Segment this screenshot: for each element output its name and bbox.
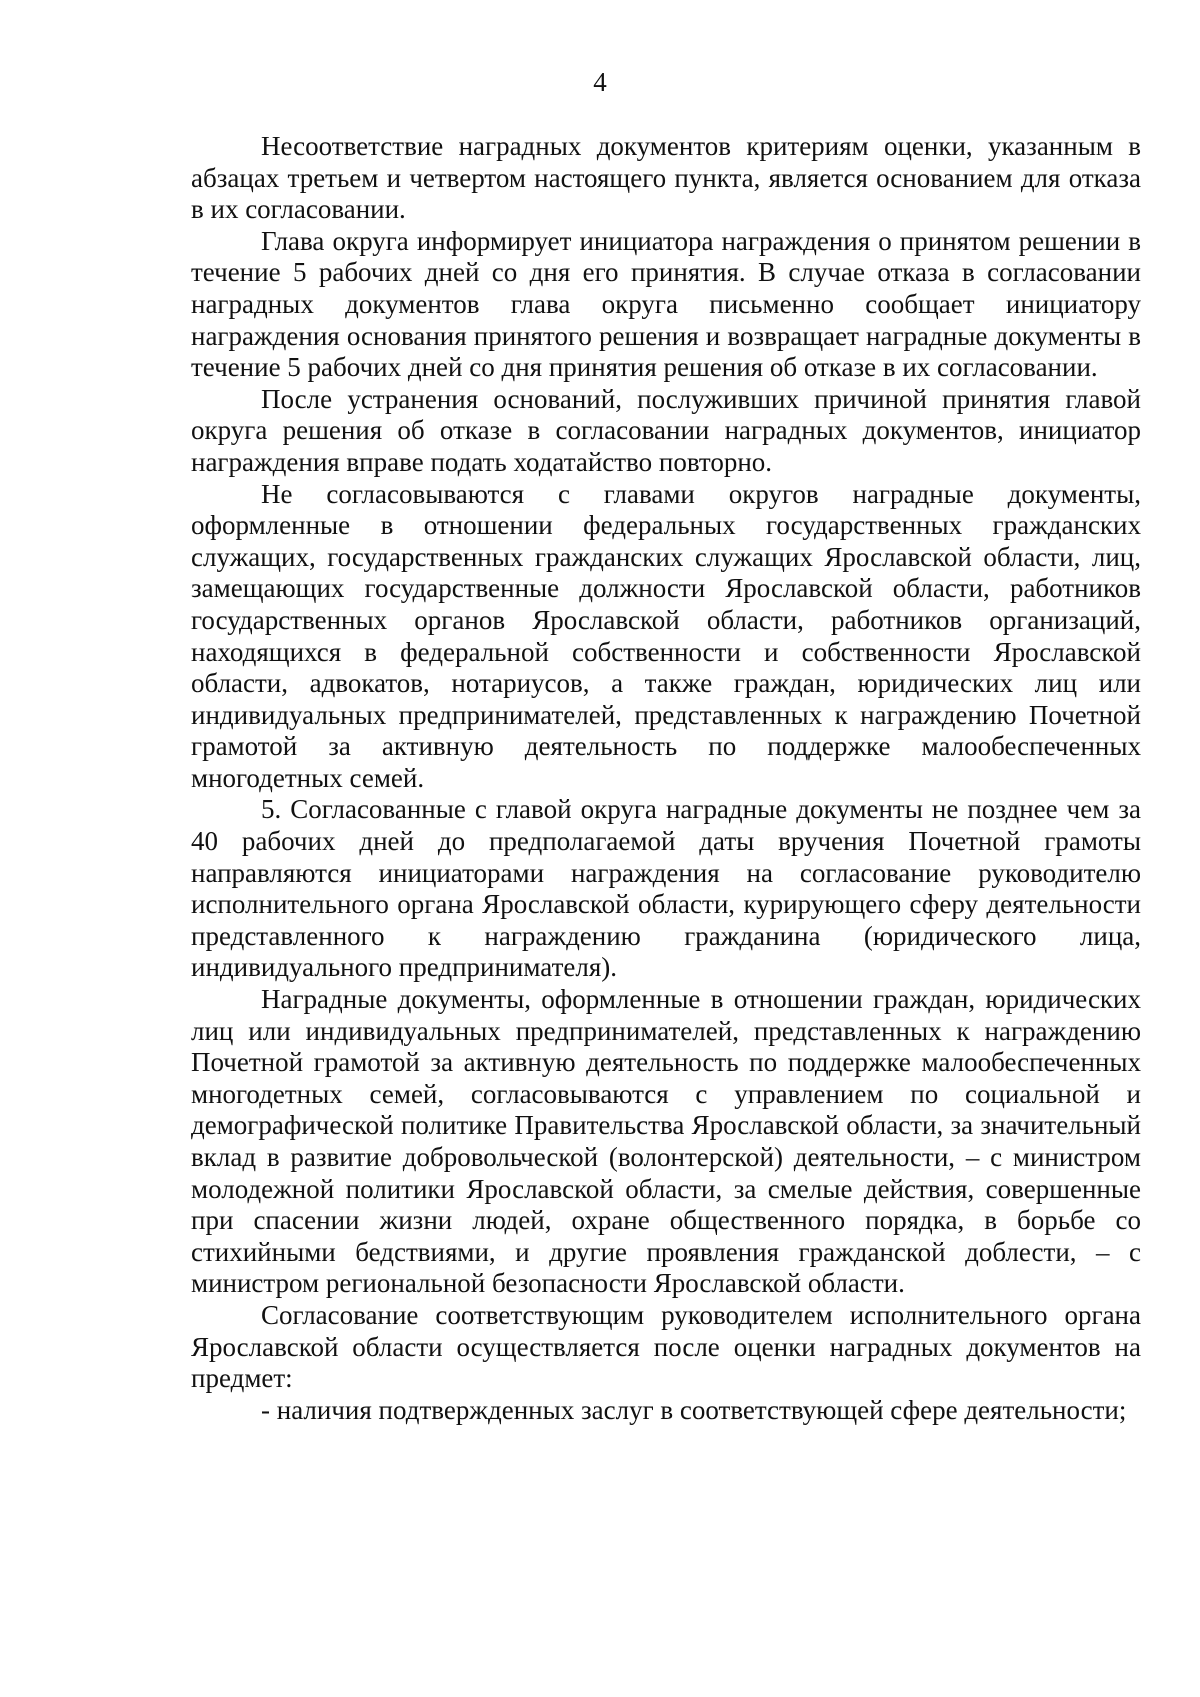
paragraph-1: Несоответствие наградных документов критериям оценки, указанным в абзацах третьем и четвертом настоящего пункта, является основанием для отказа в их согласовании. <box>191 131 1141 225</box>
page-number: 4 <box>593 67 607 97</box>
paragraph-7: Согласование соответствующим руководителем исполнительного органа Ярославской области осуществляется после оценки наградных документов на предмет: <box>191 1299 1141 1394</box>
document-body <box>191 131 1141 1426</box>
paragraph-4: Не согласовываются с главами округов наградные документы, оформленные в отношении федеральных государственных гражданских служащих, государственных гражданских служащих Ярославской области, лиц, замещающих государственные должности Ярославской области, работников государственных органов Ярославской области, работников организаций, находящихся в федеральной собственности и собственности Ярославской области, адвокатов, нотариусов, а также граждан, юридических лиц или индивидуальных предпринимателей, представленных к награждению Почетной грамотой за активную деятельность по поддержке малообеспеченных многодетных семей. <box>191 478 1141 793</box>
paragraph-5: 5. Согласованные с главой округа наградные документы не позднее чем за 40 рабочих дней до предполагаемой даты вручения Почетной грамоты направляются инициаторами награждения на согласование руководителю исполнительного органа Ярославской области, курирующего сферу деятельности представленного к награждению гражданина (юридического лица, индивидуального предпринимателя). <box>191 794 1141 983</box>
paragraph-6: Наградные документы, оформленные в отношении граждан, юридических лиц или индивидуальных предпринимателей, представленных к награждению Почетной грамотой за активную деятельность по поддержке малообеспеченных многодетных семей, согласовываются с управлением по социальной и демографической политике Правительства Ярославской области, за значительный вклад в развитие добровольческой (волонтерской) деятельности, – с министром молодежной политики Ярославской области, за смелые действия, совершенные при спасении жизни людей, охране общественного порядка, в борьбе со стихийными бедствиями, и другие проявления гражданской доблести, – с министром региональной безопасности Ярославской области. <box>191 984 1141 1299</box>
paragraph-3: После устранения оснований, послуживших причиной принятия главой округа решения об отказе в согласовании наградных документов, инициатор награждения вправе подать ходатайство повторно. <box>191 383 1141 477</box>
paragraph-2: Глава округа информирует инициатора награждения о принятом решении в течение 5 рабочих дней со дня его принятия. В случае отказа в согласовании наградных документов глава округа письменно сообщает инициатору награждения основания принятого решения и возвращает наградные документы в течение 5 рабочих дней со дня принятия решения об отказе в их согласовании. <box>191 225 1141 383</box>
paragraph-8-list-item: - наличия подтвержденных заслуг в соответствующей сфере деятельности; <box>261 1394 1127 1425</box>
